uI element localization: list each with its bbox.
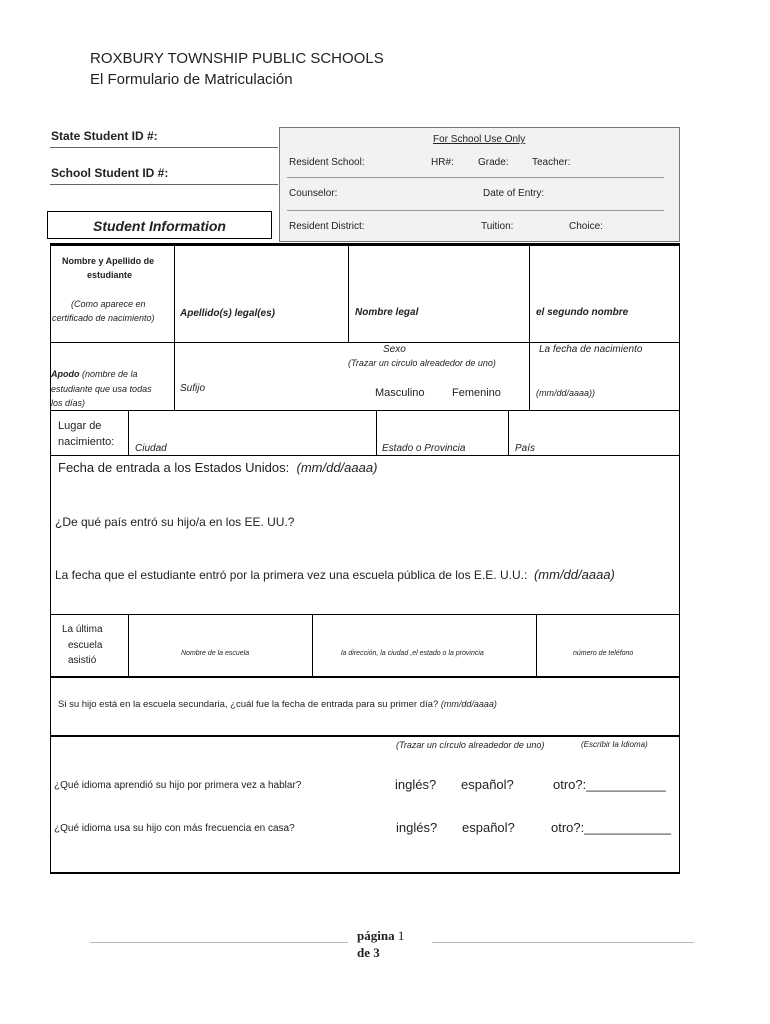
first-public-school-field[interactable]: (mm/dd/aaaa) bbox=[533, 567, 615, 582]
us-entry-date-label: Fecha de entrada a los Estados Unidos: (mm/dd/aaaa) bbox=[58, 460, 378, 475]
circle-note: (Trazar un círculo alreadedor de uno) bbox=[396, 740, 545, 750]
footer-rule-right bbox=[432, 942, 694, 943]
school-use-title: For School Use Only bbox=[433, 134, 526, 145]
page-total: de 3 bbox=[357, 945, 380, 960]
birthplace-col-2 bbox=[376, 411, 377, 455]
page-number: página 1 bbox=[357, 928, 405, 943]
last-school-col-2 bbox=[312, 615, 313, 676]
first-language-otro[interactable]: otro?:___________ bbox=[553, 777, 666, 792]
home-language-espanol[interactable]: español? bbox=[462, 820, 515, 835]
birthplace-col-3 bbox=[508, 411, 509, 455]
form-title: El Formulario de Matriculación bbox=[90, 71, 293, 88]
school-use-divider-1 bbox=[287, 177, 664, 178]
resident-school-label: Resident School: bbox=[289, 157, 365, 168]
tuition-label: Tuition: bbox=[481, 221, 514, 232]
apodo-label-3: los días) bbox=[51, 398, 86, 408]
apodo-label-2: estudiante que usa todas bbox=[51, 384, 152, 394]
dob-field[interactable]: (mm/dd/aaaa)) bbox=[536, 388, 596, 398]
name-note-2: certificado de nacimiento) bbox=[52, 313, 155, 323]
birthplace-row-bottom bbox=[50, 455, 680, 456]
school-phone-field[interactable]: número de teléfono bbox=[573, 650, 634, 657]
home-language-question: ¿Qué idioma usa su hijo con más frecuencia en casa? bbox=[54, 823, 295, 834]
state-student-id-line[interactable] bbox=[50, 147, 278, 148]
name-label-2: estudiante bbox=[87, 270, 133, 280]
secondary-question: Si su hijo está en la escuela secundaria, ¿cuál fue la fecha de entrada para su primer día? (mm/dd/aaaa) bbox=[58, 699, 497, 710]
nick-row-bottom bbox=[50, 410, 680, 411]
legal-last-name-field[interactable]: Apellido(s) legal(es) bbox=[180, 308, 276, 319]
sexo-note: (Trazar un circulo alreadedor de uno) bbox=[348, 358, 496, 368]
legal-first-name-field[interactable]: Nombre legal bbox=[355, 307, 419, 318]
pais-field[interactable]: País bbox=[515, 443, 536, 454]
form-left-border bbox=[50, 243, 51, 873]
last-school-label-1: La última bbox=[62, 624, 103, 635]
write-note: (Escribir la Idioma) bbox=[581, 740, 648, 749]
us-entry-date-field[interactable]: (mm/dd/aaaa) bbox=[296, 460, 378, 475]
first-public-school-label: La fecha que el estudiante entró por la primera vez una escuela pública de los E.E. U.U.: (mm/dd/aaaa) bbox=[55, 567, 615, 582]
teacher-label: Teacher: bbox=[532, 157, 571, 168]
entry-country-question[interactable]: ¿De qué país entró su hijo/a en los EE. UU.? bbox=[55, 515, 295, 529]
last-school-col-1 bbox=[128, 615, 129, 676]
last-school-col-3 bbox=[536, 615, 537, 676]
school-use-divider-2 bbox=[287, 210, 664, 211]
us-entry-bottom bbox=[50, 614, 680, 615]
last-school-label-3: asistió bbox=[68, 655, 97, 666]
sufijo-field[interactable]: Sufijo bbox=[180, 383, 206, 394]
hr-label: HR#: bbox=[431, 157, 454, 168]
school-student-id-line[interactable] bbox=[50, 184, 278, 185]
student-information-heading bbox=[47, 211, 272, 239]
last-school-row-bottom bbox=[50, 676, 680, 678]
first-language-ingles[interactable]: inglés? bbox=[395, 777, 437, 792]
apodo-label-1: Apodo (nombre de la bbox=[51, 369, 138, 379]
school-name-field[interactable]: Nombre de la escuela bbox=[181, 650, 250, 657]
student-information-label: Student Information bbox=[93, 218, 226, 234]
femenino-option[interactable]: Femenino bbox=[452, 387, 501, 399]
footer-rule-left bbox=[90, 942, 348, 943]
name-row-bottom bbox=[50, 342, 680, 343]
school-student-id-label: School Student ID #: bbox=[51, 166, 169, 180]
state-student-id-label: State Student ID #: bbox=[51, 129, 158, 143]
estado-field[interactable]: Estado o Provincia bbox=[382, 443, 466, 454]
ciudad-field[interactable]: Ciudad bbox=[135, 443, 167, 454]
middle-name-field[interactable]: el segundo nombre bbox=[536, 307, 629, 318]
form-top-border bbox=[50, 243, 680, 246]
name-col-1 bbox=[174, 245, 175, 410]
dob-label: La fecha de nacimiento bbox=[539, 344, 643, 355]
home-language-otro[interactable]: otro?:____________ bbox=[551, 820, 672, 835]
masculino-option[interactable]: Masculino bbox=[375, 387, 425, 399]
school-address-field[interactable]: la dirección, la ciudad ,el estado o la provincia bbox=[341, 650, 484, 657]
counselor-label: Counselor: bbox=[289, 188, 338, 199]
resident-district-label: Resident District: bbox=[289, 221, 365, 232]
secondary-date-field[interactable]: (mm/dd/aaaa) bbox=[440, 699, 497, 709]
name-col-3 bbox=[529, 245, 530, 410]
sexo-label: Sexo bbox=[383, 344, 406, 355]
name-col-2 bbox=[348, 245, 349, 342]
first-language-question: ¿Qué idioma aprendió su hijo por primera vez a hablar? bbox=[54, 780, 302, 791]
secondary-row-bottom bbox=[50, 735, 680, 737]
date-of-entry-label: Date of Entry: bbox=[483, 188, 545, 199]
org-title: ROXBURY TOWNSHIP PUBLIC SCHOOLS bbox=[90, 50, 384, 67]
form-bottom-border bbox=[50, 872, 680, 874]
birthplace-label-1: Lugar de bbox=[58, 420, 102, 432]
name-label-1: Nombre y Apellido de bbox=[62, 256, 155, 266]
birthplace-label-2: nacimiento: bbox=[58, 436, 115, 448]
grade-label: Grade: bbox=[478, 157, 509, 168]
home-language-ingles[interactable]: inglés? bbox=[396, 820, 438, 835]
choice-label: Choice: bbox=[569, 221, 603, 232]
first-language-espanol[interactable]: español? bbox=[461, 777, 514, 792]
form-right-border bbox=[679, 243, 680, 873]
last-school-label-2: escuela bbox=[68, 640, 103, 651]
birthplace-col-1 bbox=[128, 411, 129, 455]
name-note-1: (Como aparece en bbox=[71, 299, 146, 309]
